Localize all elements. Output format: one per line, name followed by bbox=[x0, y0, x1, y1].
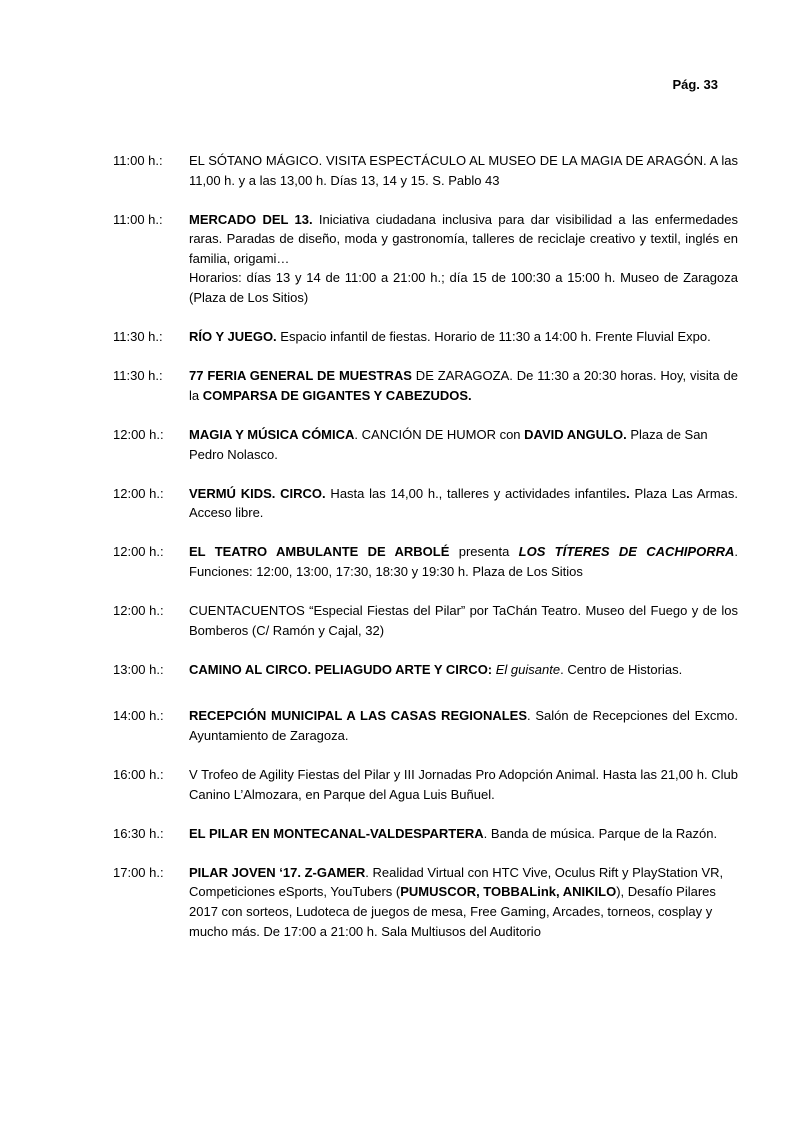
entry-time: 11:30 h.: bbox=[113, 368, 163, 384]
entry-text-fragment: VERMÚ KIDS. CIRCO. bbox=[189, 485, 326, 501]
entry-text-fragment: CAMINO AL CIRCO. bbox=[189, 661, 312, 677]
entry-text-fragment: . Centro de Historias. bbox=[560, 661, 683, 677]
entry-text-fragment: RÍO Y JUEGO. bbox=[189, 329, 277, 345]
entry-text-fragment: PUMUSCOR, TOBBALink, ANIKILO bbox=[400, 884, 617, 900]
entry-time: 12:00 h.: bbox=[113, 426, 164, 442]
entry-description bbox=[189, 863, 738, 941]
entry-description bbox=[189, 601, 738, 640]
entry-text-fragment: . Salón de Recepciones del Excmo. Ayuntamiento de Zaragoza. bbox=[189, 708, 738, 743]
entry-text-fragment: Espacio infantil de fiestas. Horario de 11:30 a 14:00 h. Frente Fluvial Expo. bbox=[276, 329, 711, 345]
entry-text-fragment: ), Desafío Pilares 2017 con sorteos, Ludoteca de juegos de mesa, Free Gaming, Arcades, torneos, cosplay y mucho más. De 17:00 a 21:00 h. Sala Multiusos del Auditorio bbox=[189, 884, 716, 939]
entry-text-fragment: RECEPCIÓN MUNICIPAL A LAS CASAS REGIONALES bbox=[189, 708, 528, 724]
schedule-entry bbox=[113, 660, 738, 680]
entry-text-fragment: . Funciones: 12:00, 13:00, 17:30, 18:30 y 19:30 h. Plaza de Los Sitios bbox=[189, 544, 738, 579]
entry-text-fragment: LOS TÍTERES DE CACHIPORRA bbox=[518, 544, 735, 560]
schedule-entry bbox=[113, 824, 738, 844]
schedule-entry bbox=[113, 542, 738, 581]
entry-description bbox=[189, 484, 738, 523]
entry-description bbox=[189, 327, 738, 347]
entry-text-fragment: Plaza Las Armas. Acceso libre. bbox=[189, 485, 738, 521]
entry-time: 11:00 h.: bbox=[113, 153, 163, 168]
schedule-entry bbox=[113, 706, 738, 745]
entry-text-fragment: El guisante bbox=[495, 661, 561, 677]
schedule-entry bbox=[113, 484, 738, 523]
entry-text-fragment: EL SÓTANO MÁGICO. VISITA ESPECTÁCULO AL MUSEO DE LA MAGIA DE ARAGÓN. A las 11,00 h. y a las 13,00 h. Días 13, 14 y 15. S. Pablo 43 bbox=[189, 153, 738, 188]
entry-description bbox=[189, 366, 738, 405]
schedule-list bbox=[113, 151, 738, 961]
entry-time: 13:00 h.: bbox=[113, 661, 164, 677]
entry-text-fragment: . CANCIÓN DE HUMOR con bbox=[354, 426, 525, 442]
entry-text-fragment: DAVID ANGULO. bbox=[524, 426, 627, 442]
entry-text-fragment: V Trofeo de Agility Fiestas del Pilar y III Jornadas Pro Adopción Animal. Hasta las 21,00 h. Club Canino L’Almozara, en Parque del Agua Luis Buñuel. bbox=[189, 766, 738, 802]
schedule-entry bbox=[113, 765, 738, 804]
entry-text-fragment: EL PILAR EN MONTECANAL-VALDESPARTERA bbox=[189, 825, 484, 841]
entry-extra-info: Horarios: días 13 y 14 de 11:00 a 21:00 h.; día 15 de 100:30 a 15:00 h. Museo de Zaragoza (Plaza de Los Sitios) bbox=[189, 270, 738, 306]
entry-text-fragment: Hasta las 14,00 h., talleres y actividades infantiles bbox=[325, 485, 627, 501]
entry-text-fragment: . Realidad Virtual con HTC Vive, Oculus Rift y PlayStation VR, Competiciones eSports, YouTubers ( bbox=[189, 864, 724, 900]
entry-text-fragment: DE ZARAGOZA. De 11:30 a 20:30 horas. Hoy, visita de la bbox=[189, 368, 738, 403]
entry-text-fragment: . bbox=[626, 485, 630, 501]
entry-description bbox=[189, 706, 738, 745]
entry-time: 16:00 h.: bbox=[113, 766, 164, 782]
entry-text-fragment: . Banda de música. Parque de la Razón. bbox=[483, 825, 718, 841]
entry-description bbox=[189, 542, 738, 581]
entry-text-fragment: MERCADO DEL 13. bbox=[189, 211, 313, 227]
entry-text-fragment: Iniciativa ciudadana inclusiva para dar visibilidad a las enfermedades raras. Paradas de diseño, moda y gastronomía, talleres de reciclaje creativo y textil, inglés en familia, origami… bbox=[189, 211, 738, 266]
entry-time: 11:30 h.: bbox=[113, 329, 163, 345]
entry-time: 16:30 h.: bbox=[113, 825, 164, 841]
entry-text-fragment: 77 FERIA GENERAL DE MUESTRAS bbox=[189, 368, 412, 384]
entry-time: 17:00 h.: bbox=[113, 864, 164, 880]
entry-time: 11:00 h.: bbox=[113, 211, 163, 227]
entry-text-fragment: EL TEATRO AMBULANTE DE ARBOLÉ bbox=[189, 544, 450, 560]
entry-description bbox=[189, 824, 738, 844]
schedule-entry bbox=[113, 601, 738, 640]
entry-text-fragment: presenta bbox=[449, 544, 519, 560]
entry-time: 12:00 h.: bbox=[113, 485, 164, 501]
schedule-entry bbox=[113, 863, 738, 941]
entry-text-fragment: MAGIA Y MÚSICA CÓMICA bbox=[189, 426, 355, 442]
entry-time: 14:00 h.: bbox=[113, 708, 164, 724]
entry-description bbox=[189, 660, 738, 680]
entry-time: 12:00 h.: bbox=[113, 544, 164, 560]
page-number: Pág. 33 bbox=[672, 77, 718, 92]
schedule-entry bbox=[113, 151, 738, 190]
entry-text-fragment: Plaza de San Pedro Nolasco. bbox=[189, 426, 708, 462]
entry-text-fragment: CUENTACUENTOS “Especial Fiestas del Pilar” por TaChán Teatro. Museo del Fuego y de los Bomberos (C/ Ramón y Cajal, 32) bbox=[189, 603, 738, 638]
entry-description bbox=[189, 425, 738, 464]
schedule-entry bbox=[113, 210, 738, 308]
entry-description bbox=[189, 765, 738, 804]
entry-description bbox=[189, 210, 738, 308]
entry-description bbox=[189, 151, 738, 190]
entry-time: 12:00 h.: bbox=[113, 603, 164, 618]
entry-text-fragment: PILAR JOVEN ‘17. Z-GAMER bbox=[189, 864, 366, 880]
entry-text-fragment: COMPARSA DE GIGANTES Y CABEZUDOS. bbox=[202, 387, 472, 403]
schedule-entry bbox=[113, 425, 738, 464]
entry-text-fragment: PELIAGUDO ARTE Y CIRCO: bbox=[314, 661, 493, 677]
schedule-entry bbox=[113, 366, 738, 405]
schedule-entry bbox=[113, 327, 738, 347]
